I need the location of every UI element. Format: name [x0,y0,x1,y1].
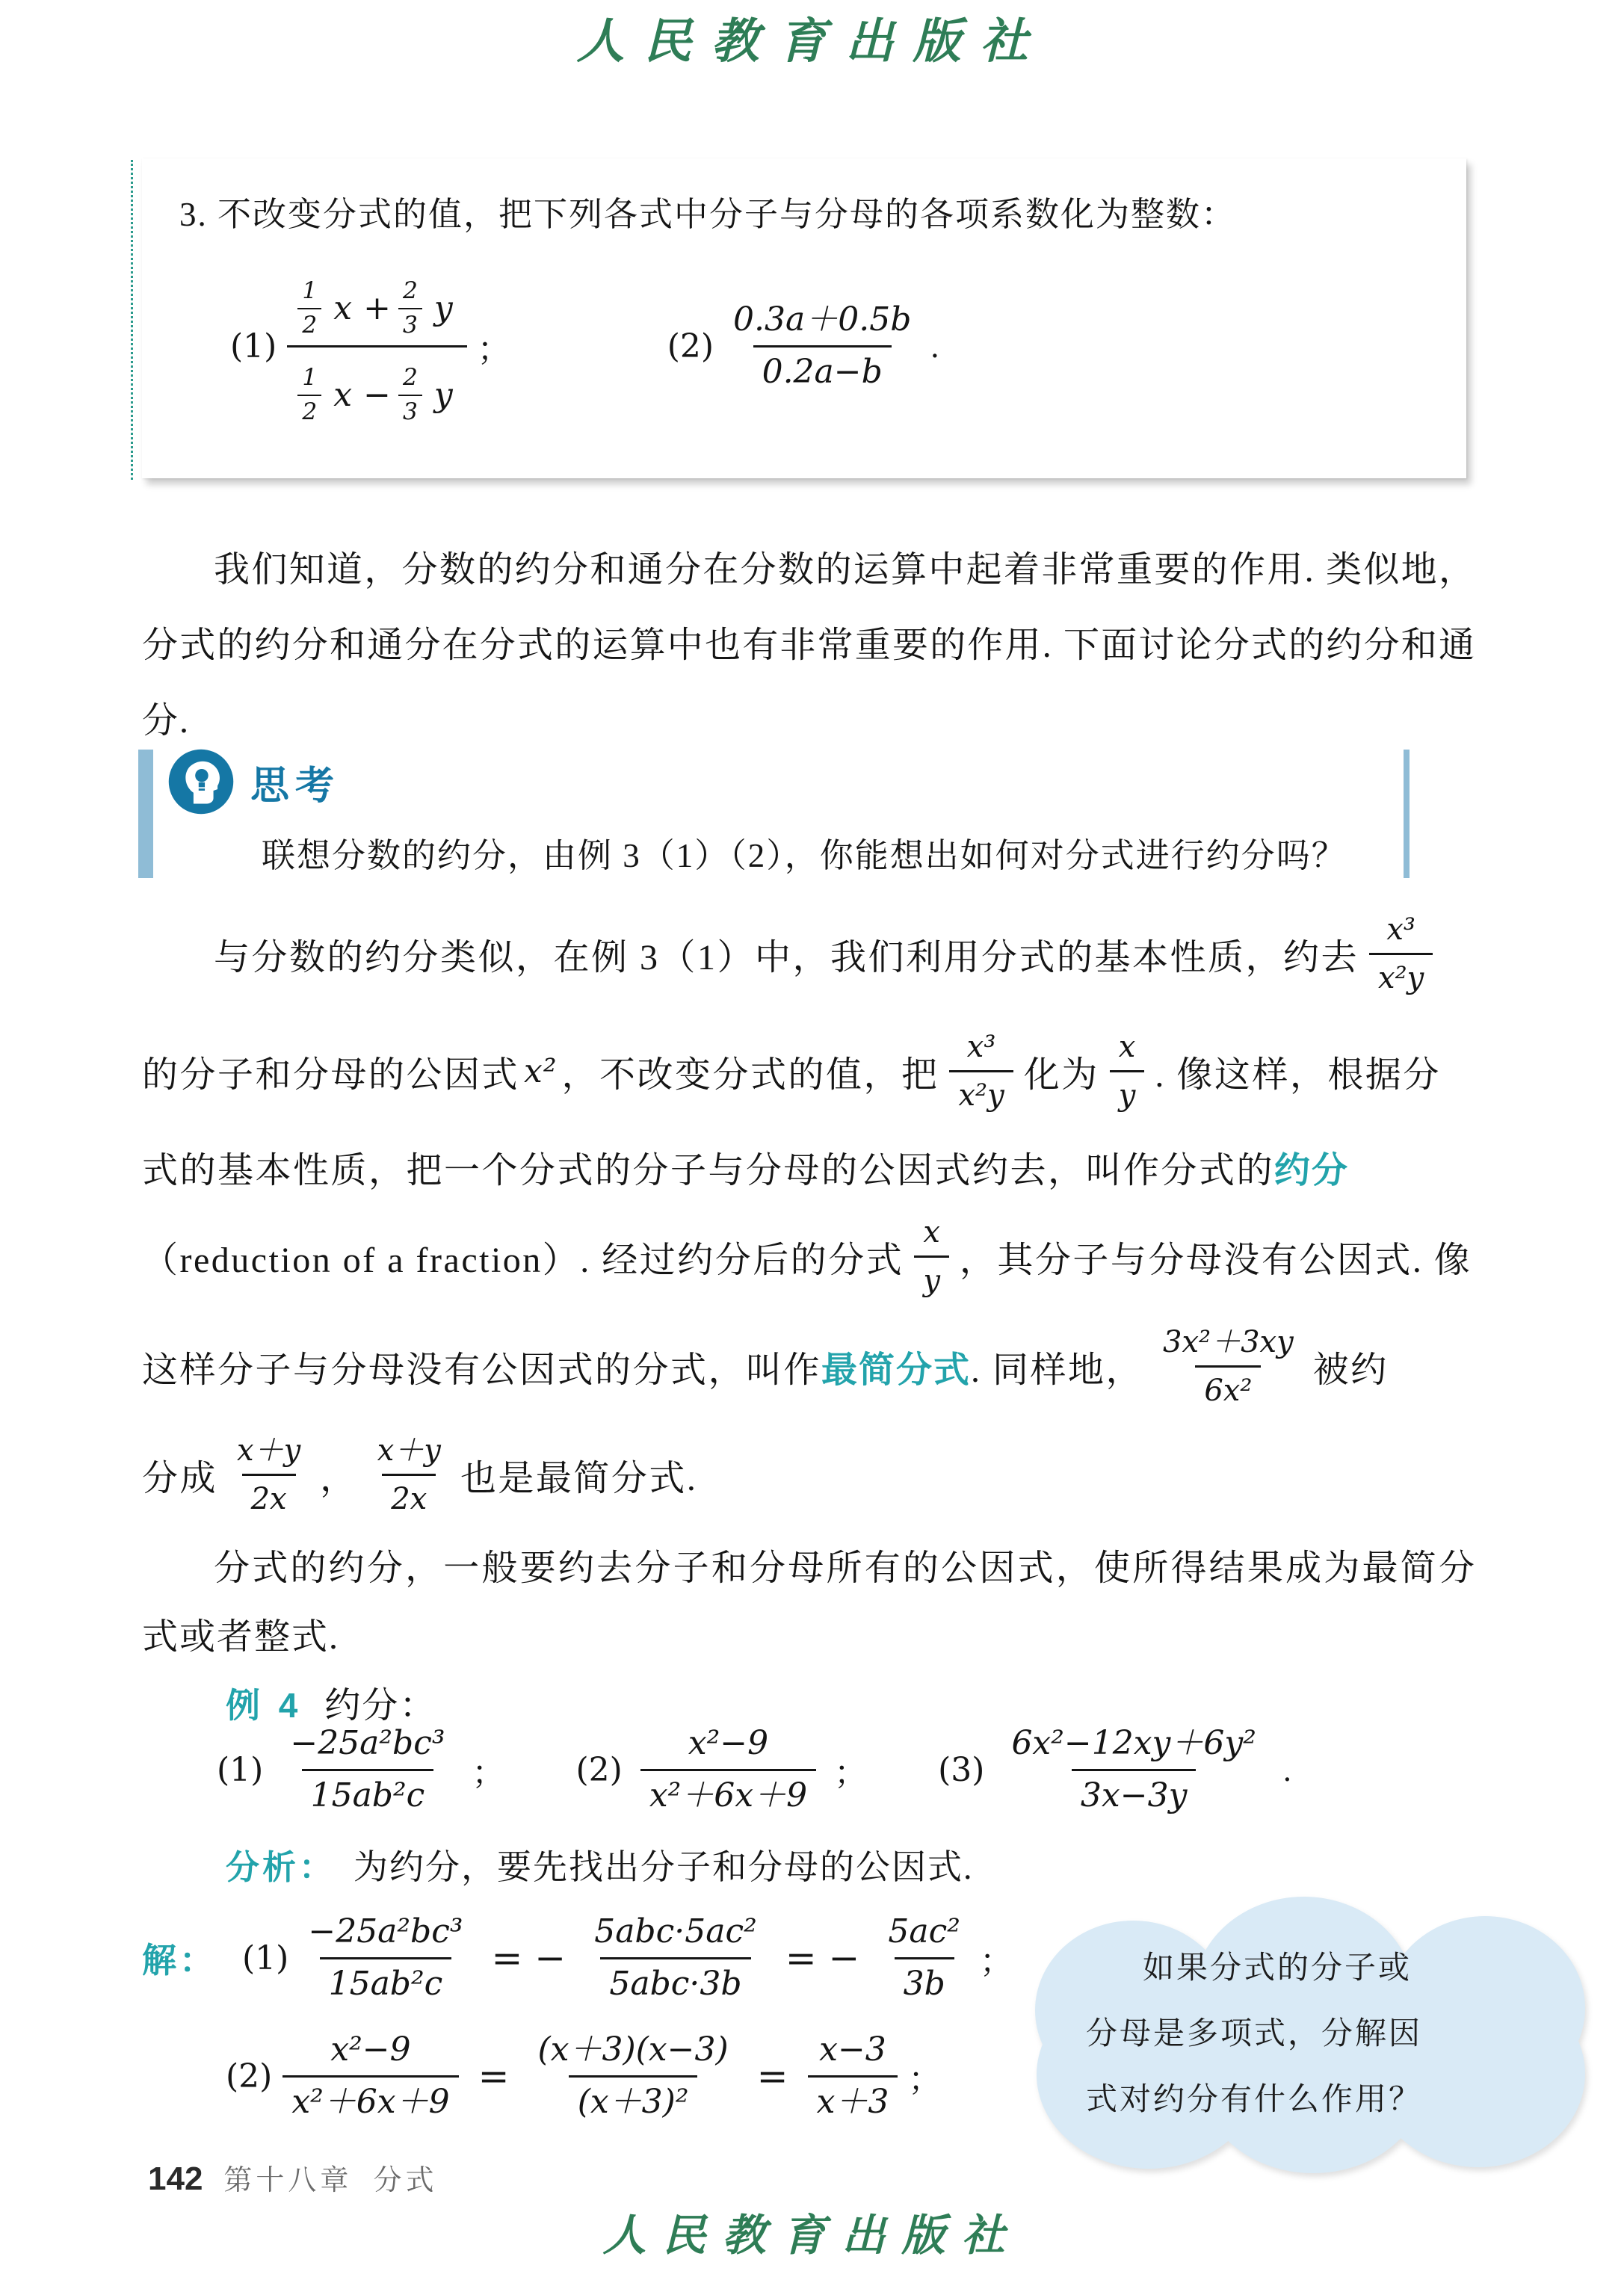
example4-heading [226,1676,436,1728]
keyword-simplest-fraction: 最简分式 [821,1350,972,1390]
text-line [142,1204,1476,1309]
math-den: 2x [242,1474,296,1516]
chapter-title: 第十八章 [223,2165,353,2196]
math-den: x²＋6x＋9 [640,1769,816,1815]
fraction [228,1433,309,1516]
hint-cloud [1035,1897,1588,2175]
math-den: 3x−3y [1072,1769,1197,1815]
math-num: −25a²bc³ [290,1724,445,1762]
fraction [640,1725,816,1814]
page-footer [148,2157,437,2198]
text-line [142,1013,1476,1129]
item-label: (3) [938,1750,985,1789]
math-op: − [363,375,391,414]
fraction [949,1030,1013,1113]
example4-formulas [142,1725,1291,1814]
exercise-box-dotted-edge [131,160,133,480]
exercise-formulas [142,267,1466,426]
equals-sign: = − [491,1936,566,1980]
item-label: (2) [667,327,714,365]
reduction-paragraph [142,894,1476,1525]
intro-paragraph: 我们知道，分数的约分和通分在分数的运算中起着非常重要的作用. 类似地，分式的约分和通分在分式的运算中也有非常重要的作用. 下面讨论分式的约分和通分. [142,550,1476,741]
math-num: 0.3a＋0.5b [733,300,912,339]
keyword-reduction: 约分 [1274,1150,1350,1190]
math-num: 5abc·5ac² [594,1912,757,1950]
text-run: 分成 [142,1459,218,1498]
fraction [879,1913,969,2003]
exercise-box [142,158,1466,478]
text-run: （reduction of a fraction）. 经过约分后的分式 [142,1240,904,1280]
math-num: 2 [402,363,418,391]
fraction [585,1913,766,2003]
punctuation: . [930,327,939,365]
math-den: (x＋3)² [569,2075,698,2122]
fraction [287,267,466,426]
think-block [138,747,1410,882]
think-header [167,747,340,816]
text-run: 被约 [1312,1350,1389,1390]
fraction-numerator [287,267,466,345]
math-var: x [333,375,353,414]
think-prompt: 联想分数的约分，由例 3（1）（2），你能想出如何对分式进行约分吗？ [262,837,1347,874]
example-title: 约分： [324,1686,437,1726]
fraction [1002,1725,1265,1814]
fraction [914,1215,949,1298]
math-num: (x＋3)(x−3) [537,2030,729,2069]
equals-sign: = [478,2054,510,2098]
math-num: x³ [966,1030,996,1064]
exercise-item-1 [230,267,510,426]
punctuation: ； [834,1755,868,1792]
text-run: 也是最简分式. [460,1459,698,1498]
math-den: x＋3 [808,2075,898,2122]
math-num: x＋y [237,1433,301,1468]
analysis-label: 分析： [226,1848,336,1886]
math-var: x [333,288,353,327]
math-den: 15ab²c [302,1769,434,1815]
math-var: y [433,288,454,327]
equals-sign: = [756,2054,788,2098]
math-den: x²y [949,1070,1013,1113]
math-den: 2 [297,395,321,426]
math-num: −25a²bc³ [308,1912,463,1950]
fraction [1369,912,1433,995]
publisher-logo-top: 人民教育出版社 [576,13,1048,70]
math-num: 5ac² [888,1912,960,1950]
think-left-bar [138,750,153,878]
item-label: (2) [226,2057,273,2095]
text-line [142,894,1476,1013]
math-num: x−3 [819,2030,886,2069]
math-op: + [363,288,391,327]
example-item-2 [576,1725,868,1814]
punctuation: ； [472,1755,505,1792]
punctuation: ； [979,1943,1013,1980]
fraction [299,1913,472,2003]
fraction [1154,1325,1303,1408]
punctuation: . [1282,1751,1291,1788]
cloud-text-line: 分母是多项式，分解因 [1086,2017,1423,2051]
text-run: ，其分子与分母没有公因式. 像 [959,1240,1472,1280]
example-item-3 [938,1725,1291,1814]
math-num: x [923,1214,940,1250]
fraction [398,278,422,339]
math-den: 5abc·3b [600,1957,750,2004]
math-den: 3 [398,395,422,426]
solution-line-1 [142,1913,1013,2003]
exercise-item-2 [667,301,939,391]
math-den: 6x² [1195,1365,1261,1408]
think-right-line [1404,750,1410,878]
example-item-1 [217,1725,505,1814]
item-label: (1) [230,327,277,365]
publisher-logo-bottom: 人民教育出版社 [602,2210,1022,2261]
math-den: x²y [1369,953,1433,995]
fraction [281,1725,454,1814]
math-den: 3 [398,308,422,339]
text-line [142,1129,1476,1204]
fraction [297,365,321,426]
solution-label: 解： [142,1941,217,1980]
item-label: (1) [217,1750,264,1789]
text-run: 化为 [1023,1055,1099,1095]
text-line [142,1309,1476,1424]
math-num: x²−9 [330,2030,411,2069]
fraction [297,278,321,339]
fraction [1110,1030,1145,1113]
section-title: 分式 [373,2165,438,2196]
punctuation: ； [908,2061,942,2098]
text-run: ，不改变分式的值，把 [561,1055,939,1095]
math-den: 3b [895,1957,954,2004]
math-var: y [433,375,454,414]
item-label: (1) [242,1939,289,1977]
math-num: 6x²−12xy＋6y² [1011,1724,1256,1762]
fraction-denominator [287,345,466,426]
cloud-text-line: 如果分式的分子或 [1143,1951,1412,1986]
analysis-text: 为约分，要先找出分子和分母的公因式. [353,1848,974,1886]
fraction [398,365,422,426]
math-num: 2 [402,277,418,304]
math-num: x [1118,1030,1136,1064]
text-run: 这样分子与分母没有公因式的分式，叫作 [142,1350,822,1390]
fraction [724,301,920,391]
math-num: 3x²＋3xy [1163,1325,1294,1359]
math-den: 15ab²c [320,1957,452,2004]
math-num: 1 [302,277,318,304]
math-den: y [1110,1070,1145,1113]
math-den: 0.2a−b [753,345,892,392]
think-title: 思考 [250,764,341,808]
cloud-text [1086,1936,1545,2133]
equals-sign: = − [785,1936,860,1980]
rule-paragraph: 分式的约分，一般要约去分子和分母所有的公因式，使所得结果成为最简分式或者整式. [142,1548,1476,1657]
math-num: x²−9 [688,1724,769,1762]
page-number: 142 [148,2160,203,2197]
fraction [529,2031,738,2121]
fraction [368,1433,450,1516]
math-num: x＋y [377,1433,441,1468]
punctuation: ； [477,331,510,368]
text-run: 与分数的约分类似，在例 3（1）中，我们利用分式的基本性质，约去 [214,937,1359,977]
text-run: 的分子和分母的公因式 [142,1055,520,1095]
text-run: 式的基本性质，把一个分式的分子与分母的公因式约去，叫作分式的 [142,1150,1275,1190]
math-den: x²＋6x＋9 [282,2075,458,2122]
math-den: 2x [382,1474,436,1516]
think-icon [167,747,235,816]
math-var: x² [524,1052,558,1090]
math-num: x³ [1386,912,1415,947]
example-label: 例 4 [226,1686,303,1725]
fraction [808,2031,898,2121]
analysis-line [226,1840,974,1889]
punctuation: ， [320,1459,358,1498]
solution-line-2 [142,2031,941,2121]
math-den: 2 [297,308,321,339]
math-num: 1 [302,363,318,391]
fraction [282,2031,458,2121]
text-line [142,1424,1476,1525]
text-run: . 同样地， [971,1350,1144,1390]
cloud-text-line: 式对约分有什么作用？ [1086,2083,1423,2117]
item-label: (2) [575,1750,623,1789]
text-run: . 像这样，根据分 [1155,1055,1441,1095]
exercise-heading: 3. 不改变分式的值，把下列各式中分子与分母的各项系数化为整数： [179,196,1237,233]
math-den: y [914,1255,949,1298]
